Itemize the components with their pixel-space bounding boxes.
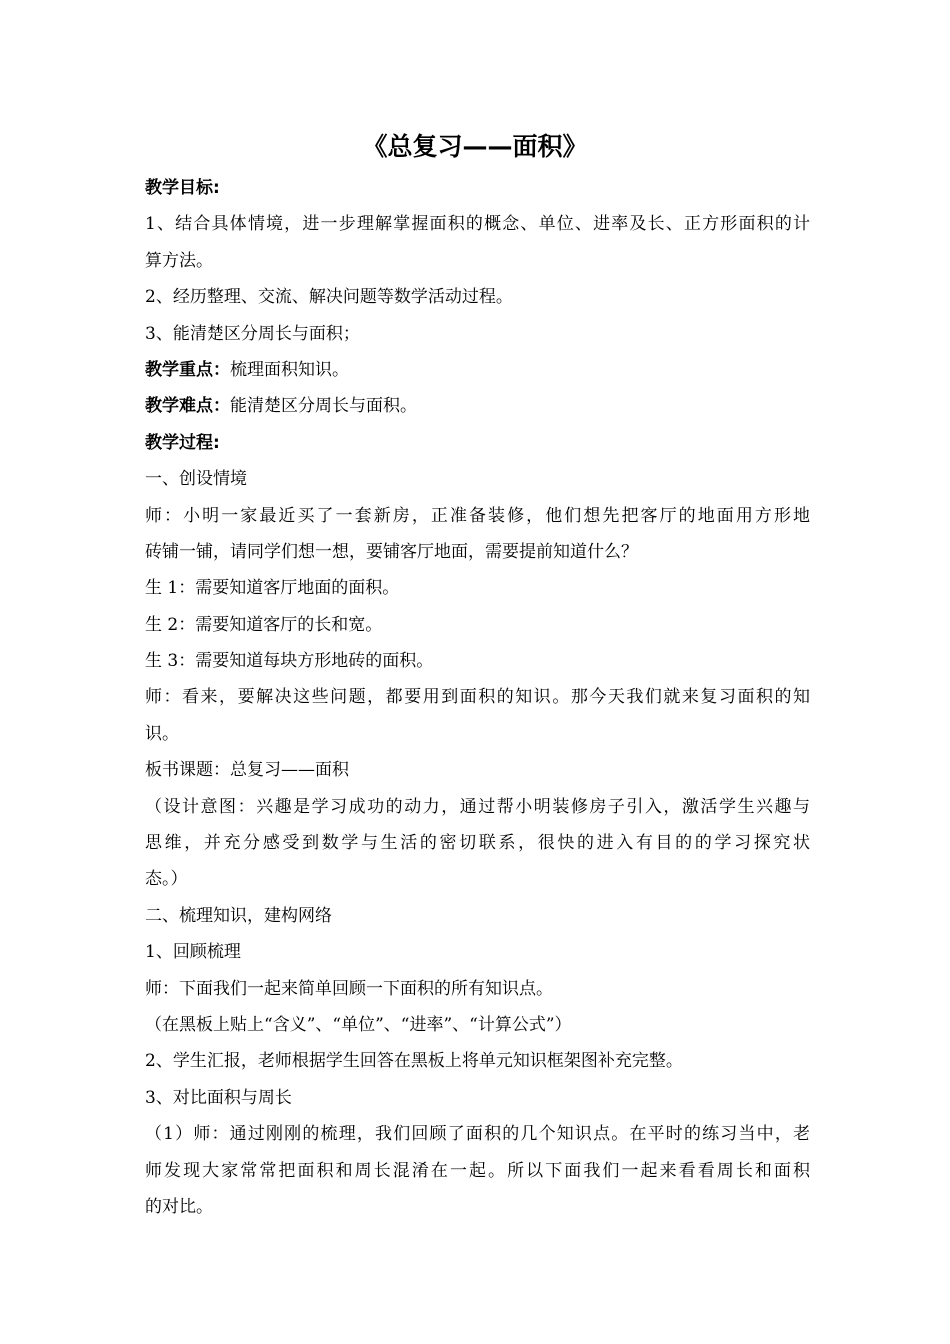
board-title: 板书课题：总复习——面积 (145, 760, 349, 781)
teacher-line-2a: 师：看来，要解决这些问题，都要用到面积的知识。那今天我们就来复习面积的知 (145, 687, 810, 708)
difficulty (145, 388, 810, 424)
step-3: 3、对比面积与周长 (145, 1087, 292, 1108)
design-intent-line-3: 态。） (145, 869, 188, 890)
compare-line-1: （1）师：通过刚刚的梳理，我们回顾了面积的几个知识点。在平时的练习当中，老 (145, 1124, 810, 1145)
teacher-line-3: 师：下面我们一起来简单回顾一下面积的所有知识点。 (145, 978, 553, 999)
objective-2: 2、经历整理、交流、解决问题等数学活动过程。 (145, 287, 513, 308)
objective-1-line-2: 算方法。 (145, 250, 213, 271)
student-3: 生 3：需要知道每块方形地砖的面积。 (145, 651, 434, 672)
key-point (145, 352, 810, 388)
compare-line-3: 的对比。 (145, 1196, 213, 1217)
document-body (145, 170, 810, 1225)
teacher-line-2b: 识。 (145, 723, 179, 744)
teacher-line-1b: 砖铺一铺，请同学们想一想，要铺客厅地面，需要提前知道什么？ (145, 541, 638, 562)
objective-3: 3、能清楚区分周长与面积； (145, 323, 360, 344)
design-intent-line-1: （设计意图：兴趣是学习成功的动力，通过帮小明装修房子引入，激活学生兴趣与 (145, 796, 810, 817)
difficulty-label: 教学难点： (145, 396, 230, 417)
student-2: 生 2：需要知道客厅的长和宽。 (145, 614, 383, 635)
objectives-heading: 教学目标: (145, 178, 220, 198)
step-1: 1、回顾梳理 (145, 942, 241, 963)
objective-1-line-1: 1、结合具体情境，进一步理解掌握面积的概念、单位、进率及长、正方形面积的计 (145, 214, 810, 235)
key-point-label: 教学重点： (145, 359, 230, 380)
difficulty-text: 能清楚区分周长与面积。 (230, 396, 417, 417)
compare-line-2: 师发现大家常常把面积和周长混淆在一起。所以下面我们一起来看看周长和面积 (145, 1160, 810, 1181)
step-2: 2、学生汇报，老师根据学生回答在黑板上将单元知识框架图补充完整。 (145, 1051, 683, 1072)
student-1: 生 1：需要知道客厅地面的面积。 (145, 578, 400, 599)
section-2-heading: 二、梳理知识，建构网络 (145, 905, 332, 926)
process-heading: 教学过程: (145, 432, 220, 453)
key-point-text: 梳理面积知识。 (230, 359, 349, 380)
teacher-line-1a: 师：小明一家最近买了一套新房，正准备装修，他们想先把客厅的地面用方形地 (145, 505, 810, 526)
design-intent-line-2: 思维，并充分感受到数学与生活的密切联系，很快的进入有目的的学习探究状 (145, 833, 810, 854)
section-1-heading: 一、创设情境 (145, 469, 247, 490)
board-note: （在黑板上贴上“含义”、“单位”、“进率”、“计算公式”） (145, 1014, 572, 1035)
document-title: 《总复习——面积》 (362, 132, 588, 161)
